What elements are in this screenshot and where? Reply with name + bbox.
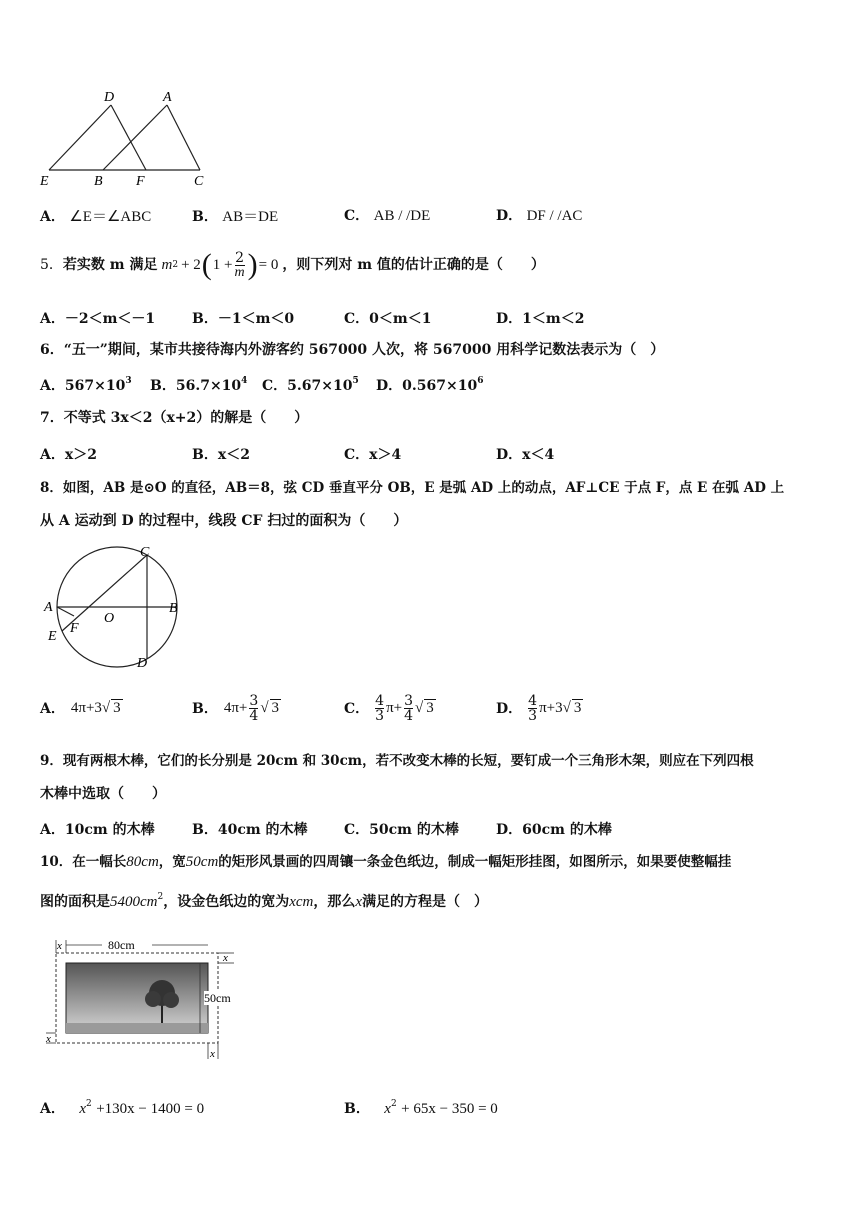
q8-option-a: A． 4π+3 √ 3	[40, 699, 121, 717]
q5-option-c: C．0＜m＜1	[344, 311, 432, 327]
option-text: DF / /AC	[526, 208, 583, 224]
question-text: 若实数 m 满足	[62, 257, 158, 273]
question-text: ，则下列对 m 值的估计正确的是（ ）	[282, 257, 545, 273]
q5-stem	[40, 245, 545, 285]
q8-option-b: B． 4π+ $\frac{3}{4}$ √ 3	[192, 692, 280, 724]
label-D: D	[104, 90, 115, 105]
q8-figure	[40, 540, 190, 680]
q7-option-a: A．x＞2	[40, 447, 97, 463]
q5-option-b: B．－1＜m＜0	[192, 311, 295, 327]
option-text: AB＝DE	[222, 209, 279, 225]
q4-option-b	[192, 205, 278, 226]
label-B: B	[94, 174, 103, 189]
q10-figure	[42, 935, 242, 1065]
label-E: E	[40, 174, 49, 189]
q8-stem-line2: 从 A 运动到 D 的过程中，线段 CF 扫过的面积为（ ）	[40, 513, 408, 529]
q5-option-d: D．1＜m＜2	[496, 311, 585, 327]
option-letter: B．	[192, 209, 218, 225]
q6-stem: 6．“五一”期间，某市共接待海内外游客约 567000 人次，将 567000 用科学记数法表示为（ ）	[40, 342, 665, 358]
q9-option-d: D．60cm 的木棒	[496, 822, 612, 838]
option-text: AB / /DE	[373, 208, 431, 224]
q10-stem-line2: 图的面积是$5400cm^2$，设金色纸边的宽为xcm，那么x满足的方程是（ ）	[40, 892, 489, 910]
label-C: C	[140, 545, 150, 560]
label-D: D	[137, 656, 148, 671]
label-x-bottom-right: x	[210, 1048, 215, 1060]
label-A: A	[163, 90, 172, 105]
option-letter: D．	[496, 208, 523, 224]
option-letter: A．	[40, 209, 65, 225]
option-letter: C．	[344, 208, 370, 224]
label-x-top-left: x	[57, 940, 62, 952]
q10-stem-line1: 10．在一幅长80cm，宽50cm的矩形风景画的四周镶一条金色纸边，制成一幅矩形挂图，如图所示，如果要使整幅挂	[40, 854, 732, 870]
label-F: F	[136, 174, 145, 189]
q5-option-a: A．－2＜m＜－1	[40, 311, 156, 327]
label-width: 50cm	[204, 991, 231, 1005]
q9-option-a: A．10cm 的木棒	[40, 822, 155, 838]
label-E: E	[48, 629, 57, 644]
q8-option-d: D． $\frac{4}{3}$ π+3 √ 3	[496, 692, 582, 724]
q5-equation: m 2 + 2 ( 1 + $\frac{2}{m}$ ) = 0	[161, 248, 279, 281]
option-text: ∠E＝∠ABC	[69, 209, 152, 225]
q10-option-b: B． $x^2 + 65x - 350 = 0$	[344, 1099, 498, 1117]
q7-option-c: C．x＞4	[344, 447, 402, 463]
q8-option-c: C． $\frac{4}{3}$ π+ $\frac{3}{4}$ √ 3	[344, 692, 434, 724]
label-B: B	[169, 601, 178, 616]
question-number: 5．	[40, 257, 63, 273]
q4-option-a	[40, 205, 151, 226]
q6-option-d: D．$0.567\times 10^6$	[376, 376, 484, 394]
label-C: C	[194, 174, 204, 189]
label-A: A	[44, 600, 53, 615]
q6-option-c: C．$5.67\times 10^5$	[262, 376, 359, 394]
q7-stem: 7．不等式 3x＜2（x+2）的解是（ ）	[40, 410, 309, 426]
q9-stem-line1: 9．现有两根木棒，它们的长分别是 20cm 和 30cm，若不改变木棒的长短，要钉成一个三角形木架，则应在下列四根	[40, 753, 754, 769]
q6-option-b: B．$56.7\times 10^4$	[150, 376, 248, 394]
q8-stem-line1: 8．如图，AB 是⊙O 的直径，AB＝8，弦 CD 垂直平分 OB，E 是弧 AD 上的动点，AF⊥CE 于点 F，点 E 在弧 AD 上	[40, 480, 785, 496]
q9-option-b: B．40cm 的木棒	[192, 822, 308, 838]
q4-option-c	[344, 205, 430, 225]
q9-stem-line2: 木棒中选取（ ）	[40, 786, 166, 802]
label-x-top-right: x	[223, 952, 228, 964]
q7-option-b: B．x＜2	[192, 447, 250, 463]
q4-option-d	[496, 205, 582, 225]
label-O: O	[104, 611, 115, 626]
label-length: 80cm	[108, 938, 135, 952]
label-F: F	[70, 621, 79, 636]
q6-option-a: A．$567\times 10^3$	[40, 376, 132, 394]
q9-option-c: C．50cm 的木棒	[344, 822, 459, 838]
q7-option-d: D．x＜4	[496, 447, 555, 463]
label-x-bottom-left: x	[46, 1033, 51, 1045]
q10-option-a: A． $x^2 +130x - 1400 = 0$	[40, 1099, 205, 1117]
q4-figure	[30, 85, 220, 190]
